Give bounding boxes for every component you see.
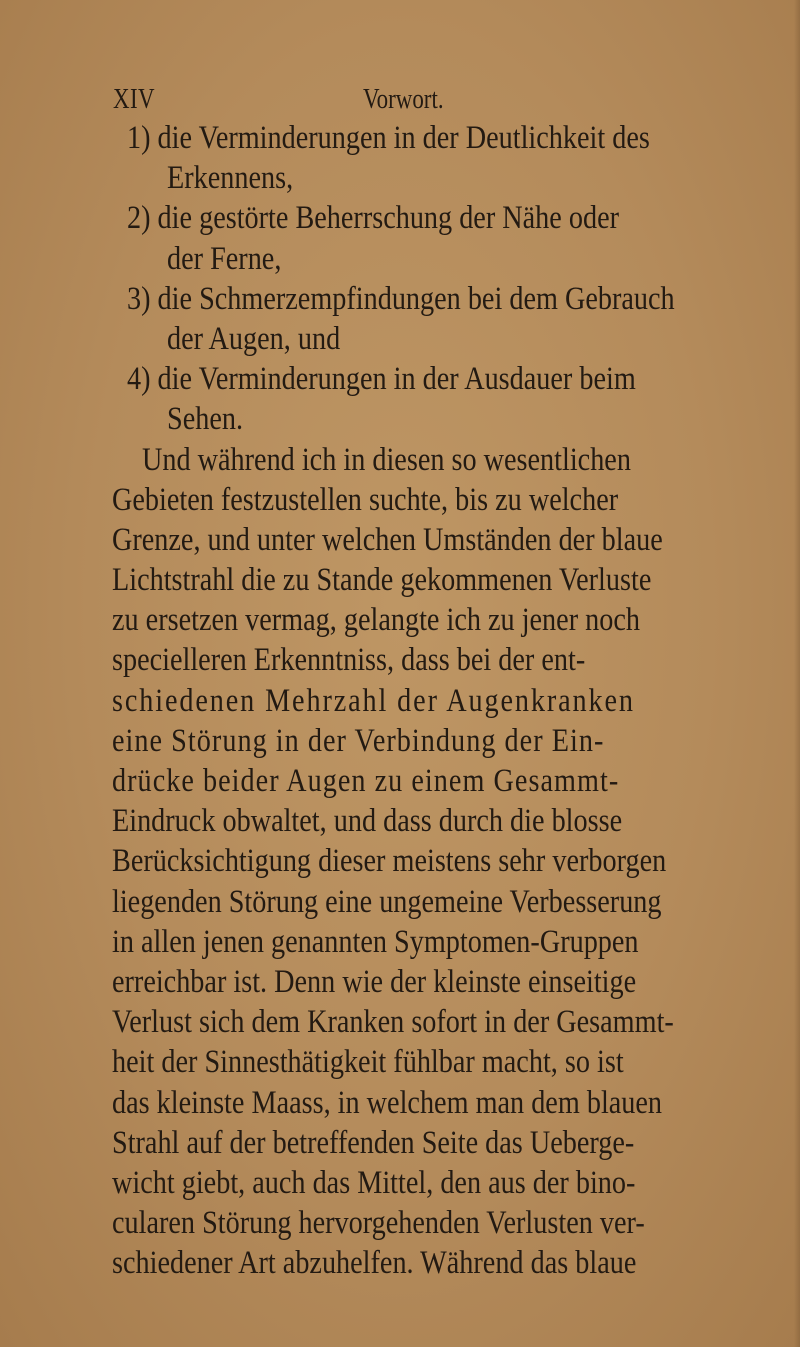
text-line: Gebieten festzustellen suchte, bis zu welcher xyxy=(112,481,619,518)
text-line: zu ersetzen vermag, gelangte ich zu jener noch xyxy=(112,602,640,639)
text-line: in allen jenen genannten Symptomen-Gruppen xyxy=(112,923,639,960)
running-head: Vorwort. xyxy=(363,84,444,115)
list-item-2-continuation: der Ferne, xyxy=(167,240,282,277)
text-line: heit der Sinnesthätigkeit fühlbar macht, so ist xyxy=(112,1044,624,1081)
text-line: specielleren Erkenntniss, dass bei der ent- xyxy=(112,642,586,679)
text-line: liegenden Störung eine ungemeine Verbesserung xyxy=(112,883,662,920)
page-number: XIV xyxy=(113,84,156,115)
paragraph-first-line: Und während ich in diesen so wesentlichen xyxy=(142,441,631,478)
text-line: Verlust sich dem Kranken sofort in der Gesammt- xyxy=(112,1004,674,1041)
text-line: schiedener Art abzuhelfen. Während das blaue xyxy=(112,1245,637,1282)
list-item-1: 1) die Verminderungen in der Deutlichkeit des xyxy=(127,120,650,156)
list-item-3: 3) die Schmerzempfindungen bei dem Gebrauch xyxy=(127,280,675,317)
text-line: Berücksichtigung dieser meistens sehr verborgen xyxy=(112,843,667,880)
page-edge-shadow xyxy=(794,0,800,1347)
page-header xyxy=(113,84,713,120)
text-line: drücke beider Augen zu einem Gesammt- xyxy=(112,763,620,799)
text-line: Lichtstrahl die zu Stande gekommenen Verluste xyxy=(112,562,652,599)
list-item-2: 2) die gestörte Beherrschung der Nähe oder xyxy=(127,200,619,237)
text-line: das kleinste Maass, in welchem man dem blauen xyxy=(112,1084,663,1121)
list-item-4-continuation: Sehen. xyxy=(167,401,244,438)
text-line: erreichbar ist. Denn wie der kleinste einseitige xyxy=(112,963,637,1000)
text-line: schiedenen Mehrzahl der Augenkranken xyxy=(112,682,635,719)
body-text xyxy=(112,118,747,1283)
text-line: Eindruck obwaltet, und dass durch die blosse xyxy=(112,803,623,840)
list-item-1-continuation: Erkennens, xyxy=(167,160,294,197)
text-line: Grenze, und unter welchen Umständen der blaue xyxy=(112,521,663,558)
text-line: wicht giebt, auch das Mittel, den aus der bino- xyxy=(112,1164,636,1201)
list-item-4: 4) die Verminderungen in der Ausdauer beim xyxy=(127,361,636,398)
text-line: eine Störung in der Verbindung der Ein- xyxy=(112,722,605,759)
list-item-3-continuation: der Augen, und xyxy=(167,320,341,357)
text-line: cularen Störung hervorgehenden Verlusten ver- xyxy=(112,1205,645,1242)
text-line: Strahl auf der betreffenden Seite das Ueberge- xyxy=(112,1124,635,1161)
